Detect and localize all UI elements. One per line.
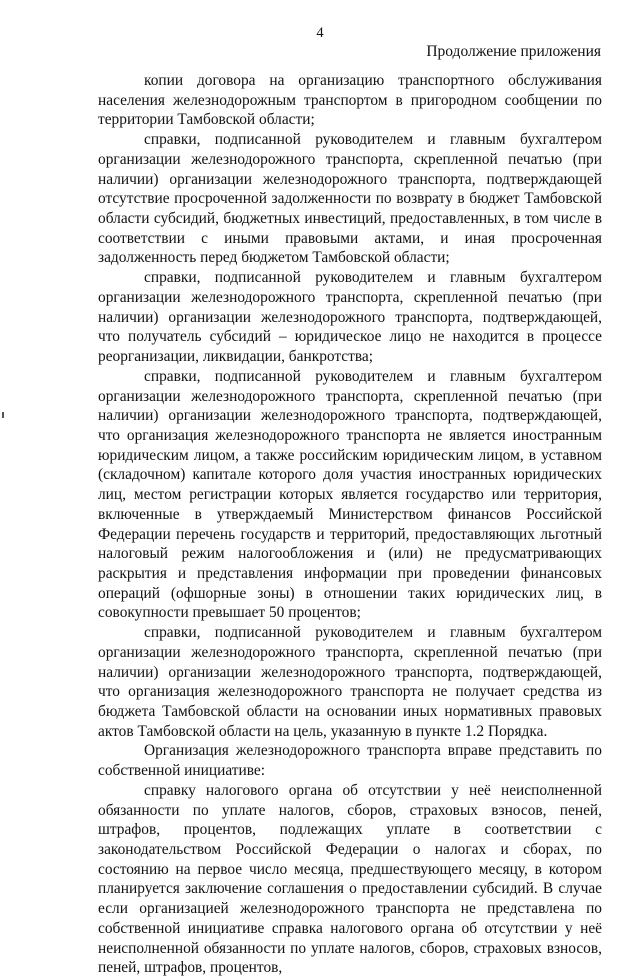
- paragraph-tax-certificate: справку налогового органа об отсутствии у неё неисполненной обязанности по уплате налогов, сборов, страховых взносов, пеней, штрафов, процентов, подлежащих уплате в соответствии с законодательством Российской Федерации о налогах и сборах, по состоянию на первое число месяца, предшествующего месяцу, в котором планируется заключение соглашения о предоставлении субсидий. В случае если организацией железнодорожного транспорта не представлена по собственной инициативе справка налогового органа об отсутствии у неё неисполненной обязанности по уплате налогов, сборов, страховых взносов, пеней, штрафов, процентов,: [98, 781, 602, 977]
- document-body: [98, 71, 602, 978]
- paragraph-own-initiative: Организация железнодорожного транспорта вправе представить по собственной инициативе:: [98, 742, 602, 780]
- paragraph-no-reorganization: справки, подписанной руководителем и главным бухгалтером организации железнодорожного транспорта, скрепленной печатью (при наличии) организации железнодорожного транспорта, подтверждающей, что получатель субсидий – юридическое лицо не находится в процессе реорганизации, ликвидации, банкротства;: [98, 269, 602, 366]
- paragraph-no-other-budget-funds: справки, подписанной руководителем и главным бухгалтером организации железнодорожного транспорта, скрепленной печатью (при наличии) организации железнодорожного транспорта, подтверждающей, что организация железнодорожного транспорта не получает средства из бюджета Тамбовской области на основании иных нормативных правовых актов Тамбовской области на цель, указанную в пункте 1.2 Порядка.: [98, 624, 602, 740]
- page-number: 4: [316, 25, 324, 41]
- paragraph-not-foreign-entity: справки, подписанной руководителем и главным бухгалтером организации железнодорожного транспорта, скрепленной печатью (при наличии) организации железнодорожного транспорта, подтверждающей, что организация железнодорожного транспорта не является иностранным юридическим лицом, а также российским юридическим лицом, в уставном (складочном) капитале которого доля участия иностранных юридических лиц, местом регистрации которых является государство или территория, включенные в утверждаемый Министерством финансов Российской Федерации перечень государств и территорий, предоставляющих льготный налоговый режим налогообложения и (или) не предусматривающих раскрытия и представления информации при проведении финансовых операций (офшорные зоны) в отношении таких юридических лиц, в совокупности превышает 50 процентов;: [98, 367, 602, 622]
- paragraph-contract-copy: копии договора на организацию транспортного обслуживания населения железнодорожным транспортом в пригородном сообщении по территории Тамбовской области;: [98, 72, 602, 129]
- paragraph-no-overdue-debt: справки, подписанной руководителем и главным бухгалтером организации железнодорожного транспорта, скрепленной печатью (при наличии) организации железнодорожного транспорта, подтверждающей отсутствие просроченной задолженности по возврату в бюджет Тамбовской области субсидий, бюджетных инвестиций, предоставленных, в том числе в соответствии с иными правовыми актами, и иная просроченная задолженность перед бюджетом Тамбовской области;: [98, 131, 602, 267]
- margin-mark: [2, 412, 4, 418]
- continuation-heading: Продолжение приложения: [426, 43, 601, 60]
